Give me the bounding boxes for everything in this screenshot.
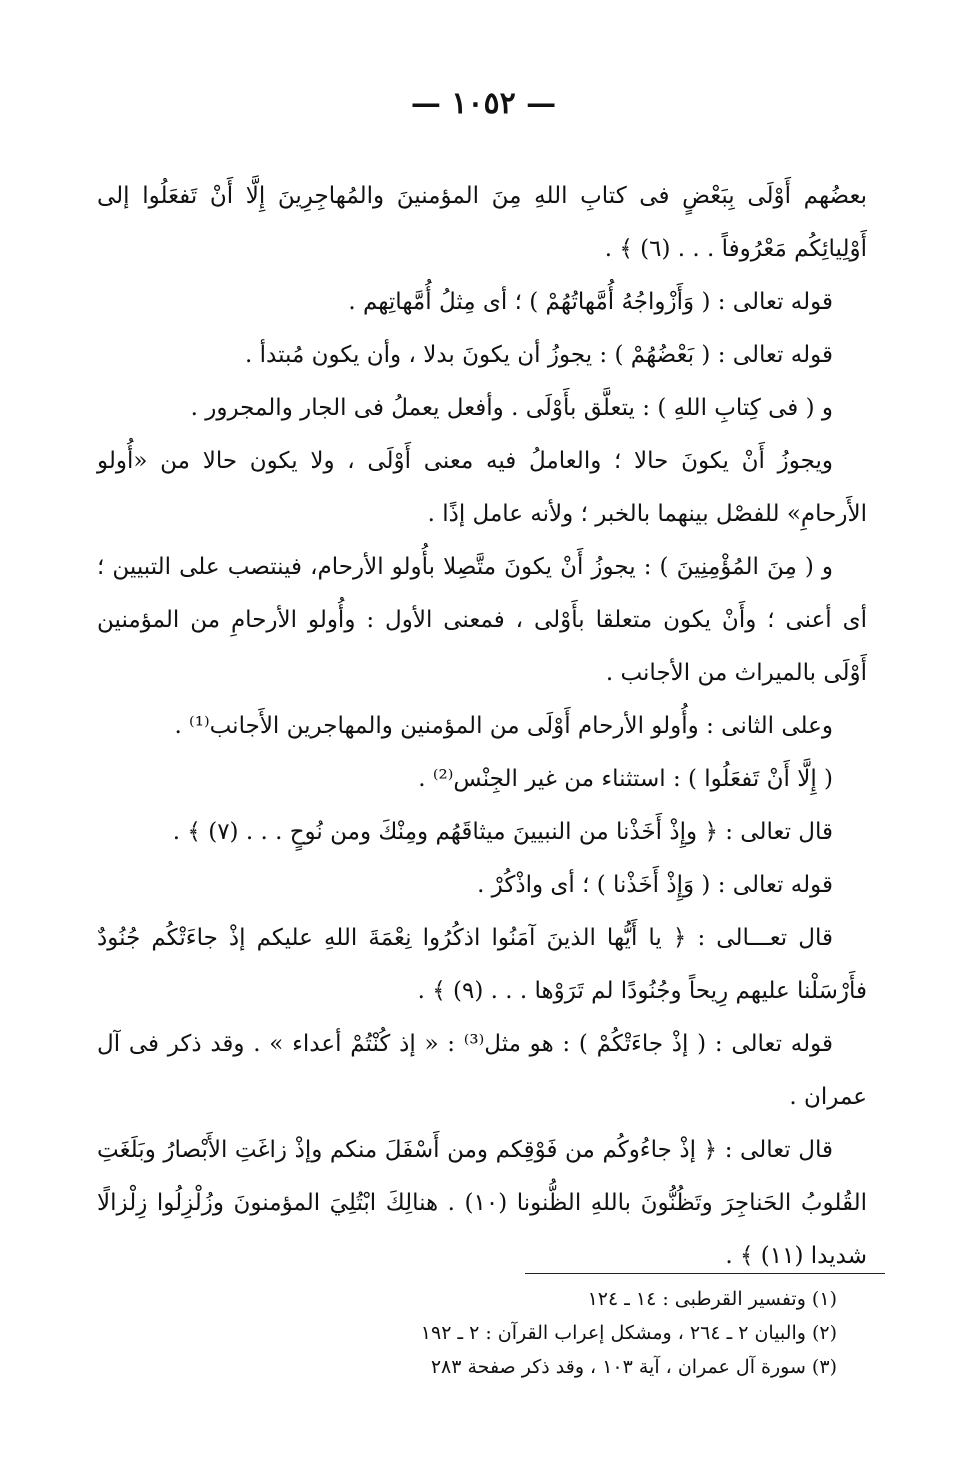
paragraph-wives-mothers: قوله تعالى : ( وَأَزْواجُهُ أُمَّهاتُهُمْ ) ؛ أى مِثلُ أُمَّهاتِهم . (348, 289, 833, 315)
footnote-2: (٢) والبيان ٢ ـ ٢٦٤ ، ومشكل إعراب القرآن : ٢ ـ ١٩٢ (420, 1322, 837, 1344)
page-number: — ١٠٥٢ — (410, 86, 557, 121)
paragraph-verse-7: قال تعالى : ﴿ وإِذْ أَخَذْنا من النبيينَ ميثاقَهُم ومِنْكَ ومن نُوحٍ . . . (٧) ﴾ . (172, 819, 833, 845)
footnote-1: (١) وتفسير القرطبى : ١٤ ـ ١٢٤ (587, 1288, 837, 1310)
paragraph-hal: ويجوزُ أَنْ يكونَ حالا ؛ والعاملُ فيه معنى أَوْلَى ، ولا يكون حالا من «أُولو الأَرحامِ» للفصْل بينهما بالخبر ؛ ولأنه عامل إذًا . (97, 448, 867, 527)
paragraph-wa-idh-akhadhna: قوله تعالى : ( وَإِذْ أَخَذْنا ) ؛ أى واذْكُرْ . (477, 872, 833, 898)
paragraph-fi-kitab: و ( فى كِتابِ اللهِ ) : يتعلَّق بأَوْلَى . وأفعل يعملُ فى الجار والمجرور . (190, 395, 833, 421)
footnote-divider (525, 1273, 885, 1274)
footnotes (217, 1282, 837, 1384)
paragraph-illa-an-tafalu: ( إِلَّا أَنْ تَفعَلُوا ) : استثناء من غير الجِنْس⁽²⁾ . (418, 766, 833, 792)
main-text (97, 170, 867, 1283)
footnote-3: (٣) سورة آل عمران ، آية ١٠٣ ، وقد ذكر صفحة ٢٨٣ (430, 1356, 837, 1378)
paragraph-verse-9: قال تعـــالى : ﴿ يا أَيُّها الذينَ آمَنُوا اذكُرُوا نِعْمَةَ اللهِ عليكم إذْ جاءَتْكُم جُنُودٌ فأَرْسَلْنا عليهم رِيحاً وجُنُودًا لم تَرَوْها . . . (٩) ﴾ . (97, 925, 867, 1004)
paragraph-min-al-muminin: و ( مِنَ المُؤْمِنِينَ ) : يجوزُ أَنْ يكونَ متَّصِلا بأُولو الأرحام، فينتصب على التبيين ؛ أى أعنى ؛ وأَنْ يكون متعلقا بأَوْلى ، فمعنى الأول : وأُولو الأرحامِ من المؤمنين أَوْلَى بالميراث من الأجانب . (97, 554, 867, 686)
paragraph-idh-jaatkum: قوله تعالى : ( إذْ جاءَتْكُمْ ) : هو مثل⁽³⁾ : « إذ كُنْتُمْ أعداء » . وقد ذكر فى آل عمران . (97, 1031, 867, 1110)
paragraph-continuation: بعضُهم أَوْلَى بِبَعْضٍ فى كتابِ اللهِ مِنَ المؤمنينَ والمُهاجِرِينَ إِلَّا أَنْ تَفعَلُوا إلى أَوْلِيائِكُم مَعْرُوفاً . . . (٦) ﴾ . (97, 183, 867, 262)
paragraph-baaduhum: قوله تعالى : ( بَعْضُهُمْ ) : يجوزُ أن يكونَ بدلا ، وأن يكون مُبتدأ . (244, 342, 833, 368)
paragraph-verse-10-11: قال تعالى : ﴿ إذْ جاءُوكُم من فَوْقِكم ومن أَسْفَلَ منكم وإذْ زاغَتِ الأَبْصارُ وبَلَغَتِ القُلوبُ الحَناجِرَ وتَظُنُّونَ باللهِ الظُّنونا (١٠) . هنالِكَ ابْتُلِيَ المؤمنونَ وزُلْزِلُوا زِلْزالًا شديدا (١١) ﴾ . (97, 1137, 868, 1269)
paragraph-second-meaning: وعلى الثانى : وأُولو الأرحام أَوْلَى من المؤمنين والمهاجرين الأَجانب⁽¹⁾ . (174, 713, 833, 739)
